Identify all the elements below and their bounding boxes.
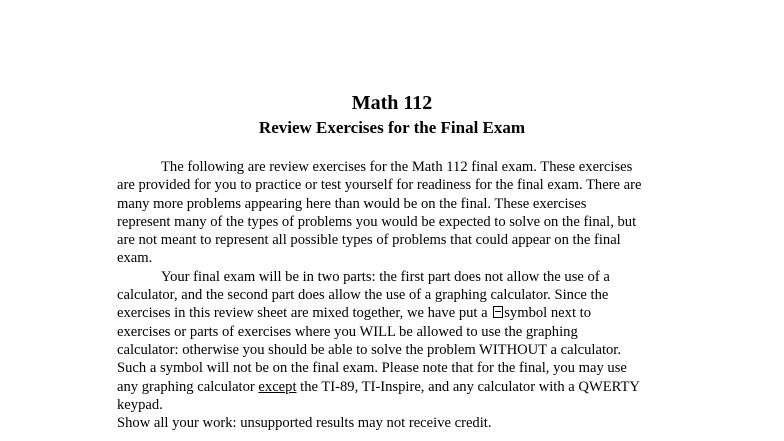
document-body — [117, 158, 677, 432]
paragraph-line: represent many of the types of problems you would be expected to solve on the final, but — [117, 213, 637, 230]
paragraph-line: calculator, and the second part does allow the use of a graphing calculator. Since the — [117, 287, 609, 304]
paragraph-line: The following are review exercises for the Math 112 final exam. These exercises — [161, 159, 633, 175]
calculator-icon — [493, 306, 503, 318]
paragraph-line — [117, 378, 677, 396]
emphasis-except: except — [258, 378, 297, 395]
paragraph-text: symbol next to — [504, 305, 592, 322]
paragraph-line: keypad. — [117, 396, 163, 413]
paragraph-line: are not meant to represent all possible types of problems that could appear on the final — [117, 232, 621, 249]
paragraph-line — [117, 304, 677, 322]
paragraph-line: many more problems appearing here than would be on the final. These exercises — [117, 195, 587, 212]
paragraph-line: calculator: otherwise you should be able to solve the problem WITHOUT a calculator. — [117, 341, 622, 358]
paragraph-text: the TI-89, TI-Inspire, and any calculator with a QWERTY — [296, 378, 640, 395]
paragraph-line: are provided for you to practice or test yourself for readiness for the final exam. There are — [117, 177, 642, 194]
page-title: Math 112 — [351, 92, 433, 114]
paragraph-text: exercises in this review sheet are mixed together, we have put a — [117, 305, 492, 322]
closing-line: Show all your work: unsupported results may not receive credit. — [117, 415, 492, 432]
page-subtitle: Review Exercises for the Final Exam — [258, 118, 526, 137]
paragraph-text: any graphing calculator — [117, 378, 259, 395]
paragraph-line: exercises or parts of exercises where you WILL be allowed to use the graphing — [117, 323, 578, 340]
paragraph-line: Such a symbol will not be on the final exam. Please note that for the final, you may use — [117, 360, 627, 377]
paragraph-line: Your final exam will be in two parts: the first part does not allow the use of a — [161, 268, 610, 285]
paragraph-line: exam. — [117, 250, 153, 267]
